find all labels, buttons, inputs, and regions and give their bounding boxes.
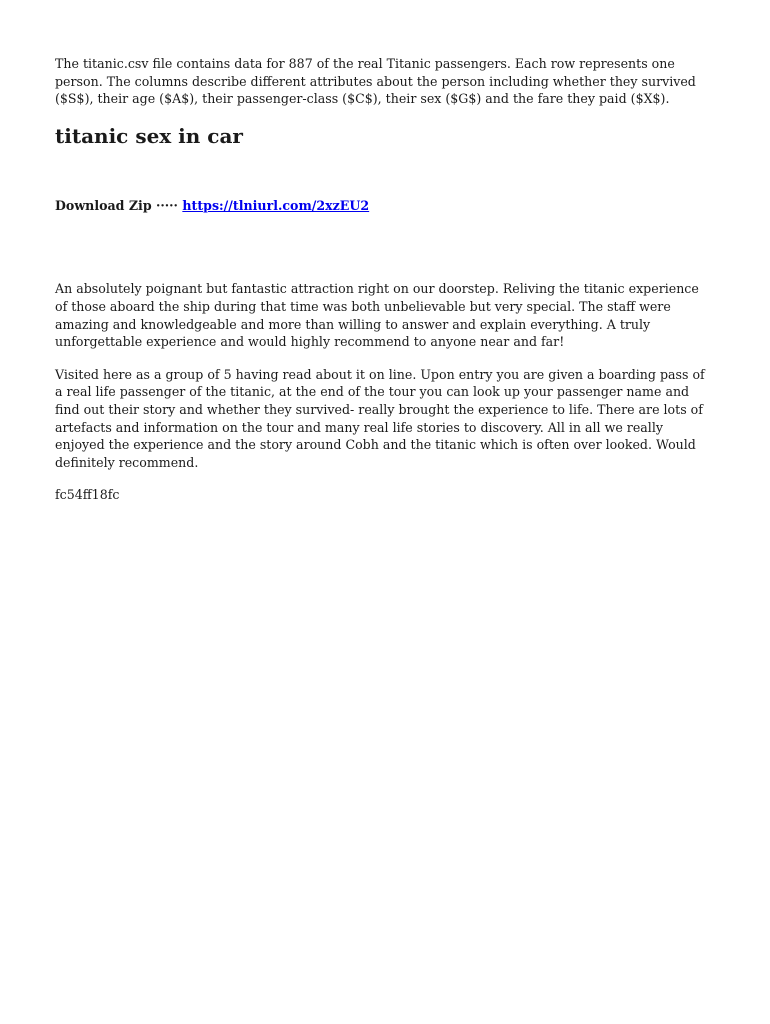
footer-code: fc54ff18fc (55, 487, 120, 503)
review-paragraph-1: An absolutely poignant but fantastic attraction right on our doorstep. Reliving the titanic experience of those aboard the ship during that time was both unbelievable but very special. The staff were amazing and knowledgeable and more than willing to answer and explain everything. A truly unforgettable experience and would highly recommend to anyone near and far! (55, 281, 699, 350)
download-link[interactable]: https://tlniurl.com/2xzEU2 (182, 197, 370, 213)
review-paragraph-2: Visited here as a group of 5 having read about it on line. Upon entry you are given a boarding pass of a real life passenger of the titanic, at the end of the tour you can look up your passenger name and find out their story and whether they survived- really brought the experience to life. There are lots of artefacts and information on the tour and many real life stories to discovery. All in all we really enjoyed the experience and the story around Cobh and the titanic which is often over looked. Would definitely recommend. (55, 366, 705, 470)
download-line (55, 197, 715, 215)
download-label: Download Zip ····· (55, 197, 178, 213)
page-heading: titanic sex in car (55, 123, 243, 148)
intro-paragraph: The titanic.csv file contains data for 887 of the real Titanic passengers. Each row represents one person. The columns describe different attributes about the person including whether they survived ($S$), their age ($A$), their passenger-class ($C$), their sex ($G$) and the fare they paid ($X$). (55, 56, 696, 107)
document-page (55, 55, 715, 504)
